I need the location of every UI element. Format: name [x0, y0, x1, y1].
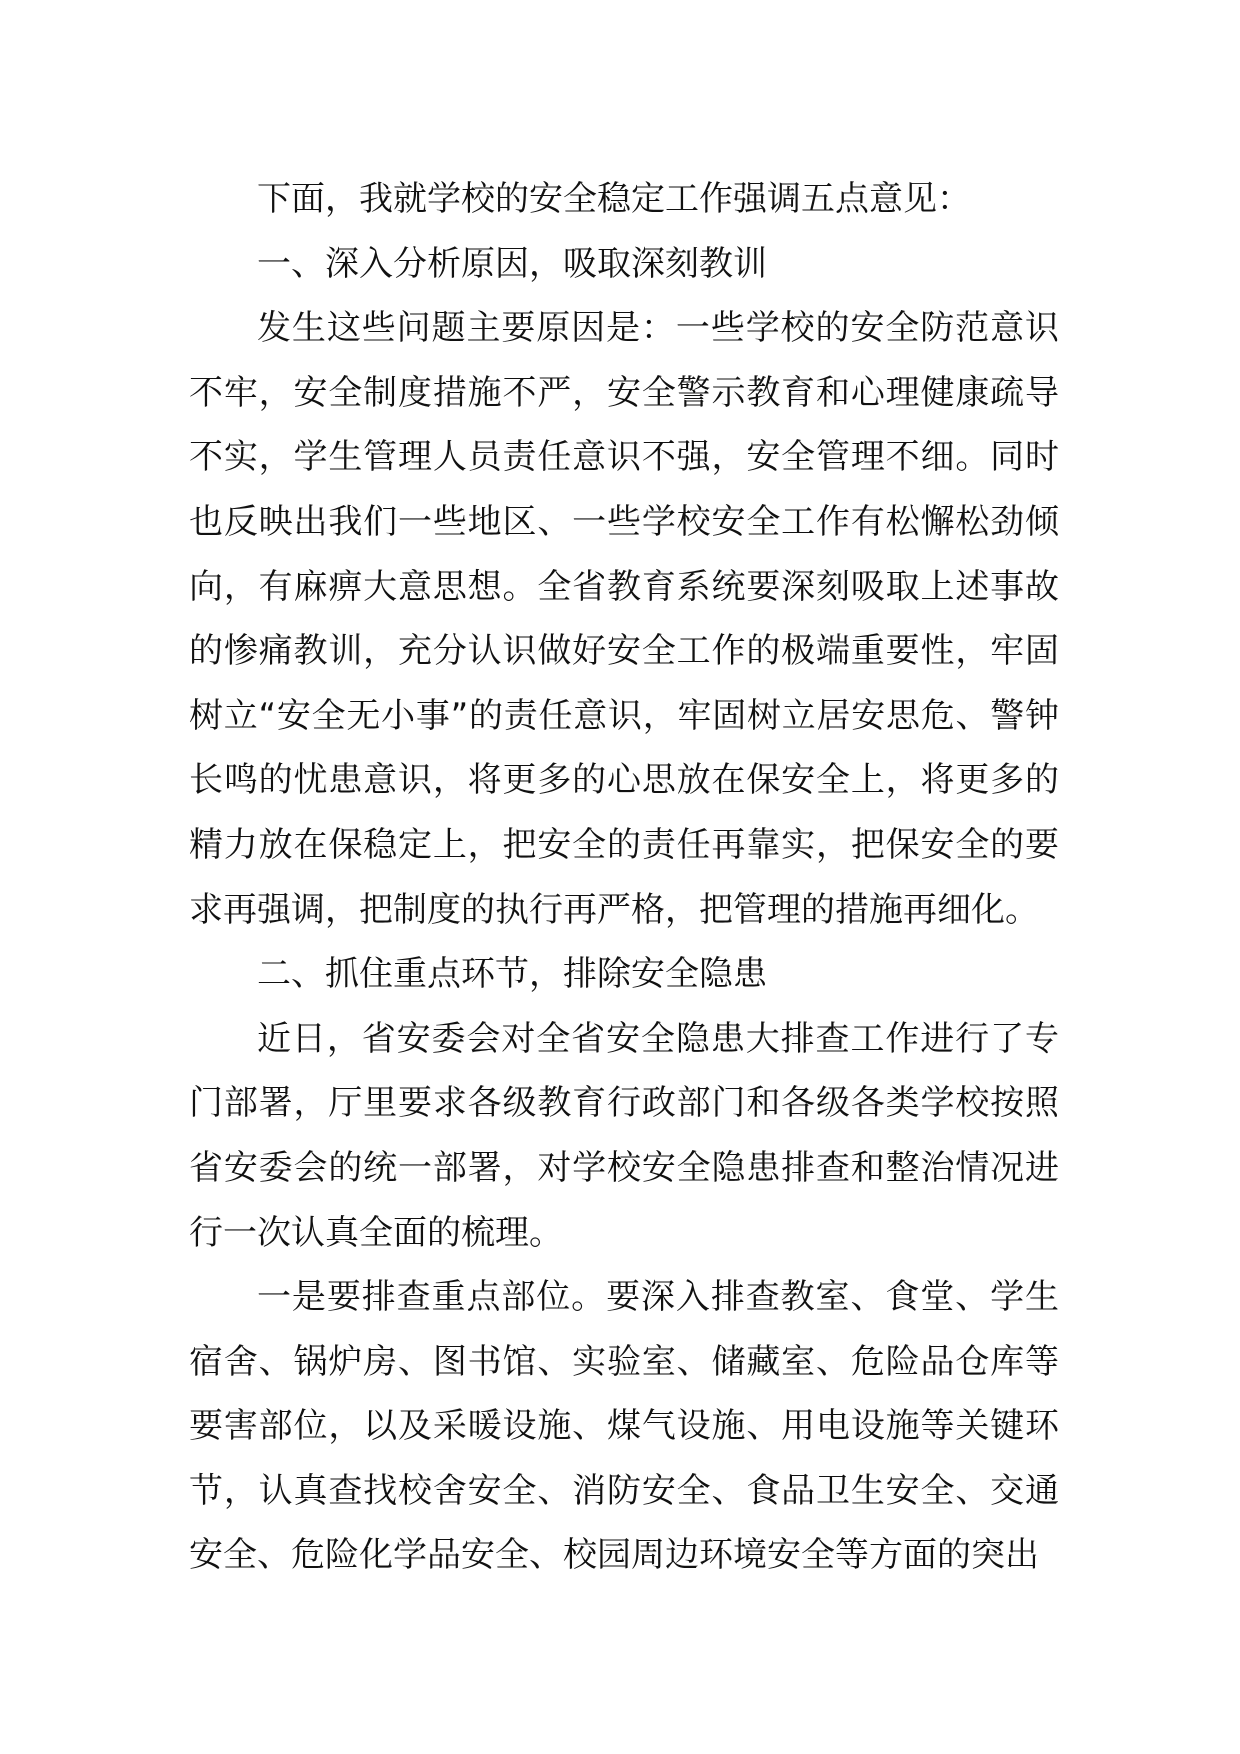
paragraph-deployment: 近日，省安委会对全省安全隐患大排查工作进行了专门部署，厅里要求各级教育行政部门和各级各类学校按照省安委会的统一部署，对学校安全隐患排查和整治情况进行一次认真全面的梳理。: [189, 1018, 1059, 1253]
paragraph-causes: 发生这些问题主要原因是：一些学校的安全防范意识不牢，安全制度措施不严，安全警示教育和心理健康疏导不实，学生管理人员责任意识不强，安全管理不细。同时也反映出我们一些地区、一些学校安全工作有松懈松劲倾向，有麻痹大意思想。全省教育系统要深刻吸取上述事故的惨痛教训，充分认识做好安全工作的极端重要性，牢固树立“安全无小事”的责任意识，牢固树立居安思危、警钟长鸣的忧患意识，将更多的心思放在保安全上，将更多的精力放在保稳定上，把安全的责任再靠实，把保安全的要求再强调，把制度的执行再严格，把管理的措施再细化。: [189, 308, 1059, 930]
paragraph-key-areas: 一是要排查重点部位。要深入排查教室、食堂、学生宿舍、锅炉房、图书馆、实验室、储藏室、危险品仓库等要害部位，以及采暖设施、煤气设施、用电设施等关键环节，认真查找校舍安全、消防安全、食品卫生安全、交通安全、危险化学品安全、校园周边环境安全等方面的突出: [189, 1277, 1059, 1576]
document-body: [189, 167, 1059, 1588]
section-heading-2: 二、抓住重点环节，排除安全隐患: [257, 954, 767, 995]
paragraph-intro: 下面，我就学校的安全稳定工作强调五点意见：: [257, 179, 971, 219]
section-heading-1: 一、深入分析原因，吸取深刻教训: [257, 243, 767, 284]
